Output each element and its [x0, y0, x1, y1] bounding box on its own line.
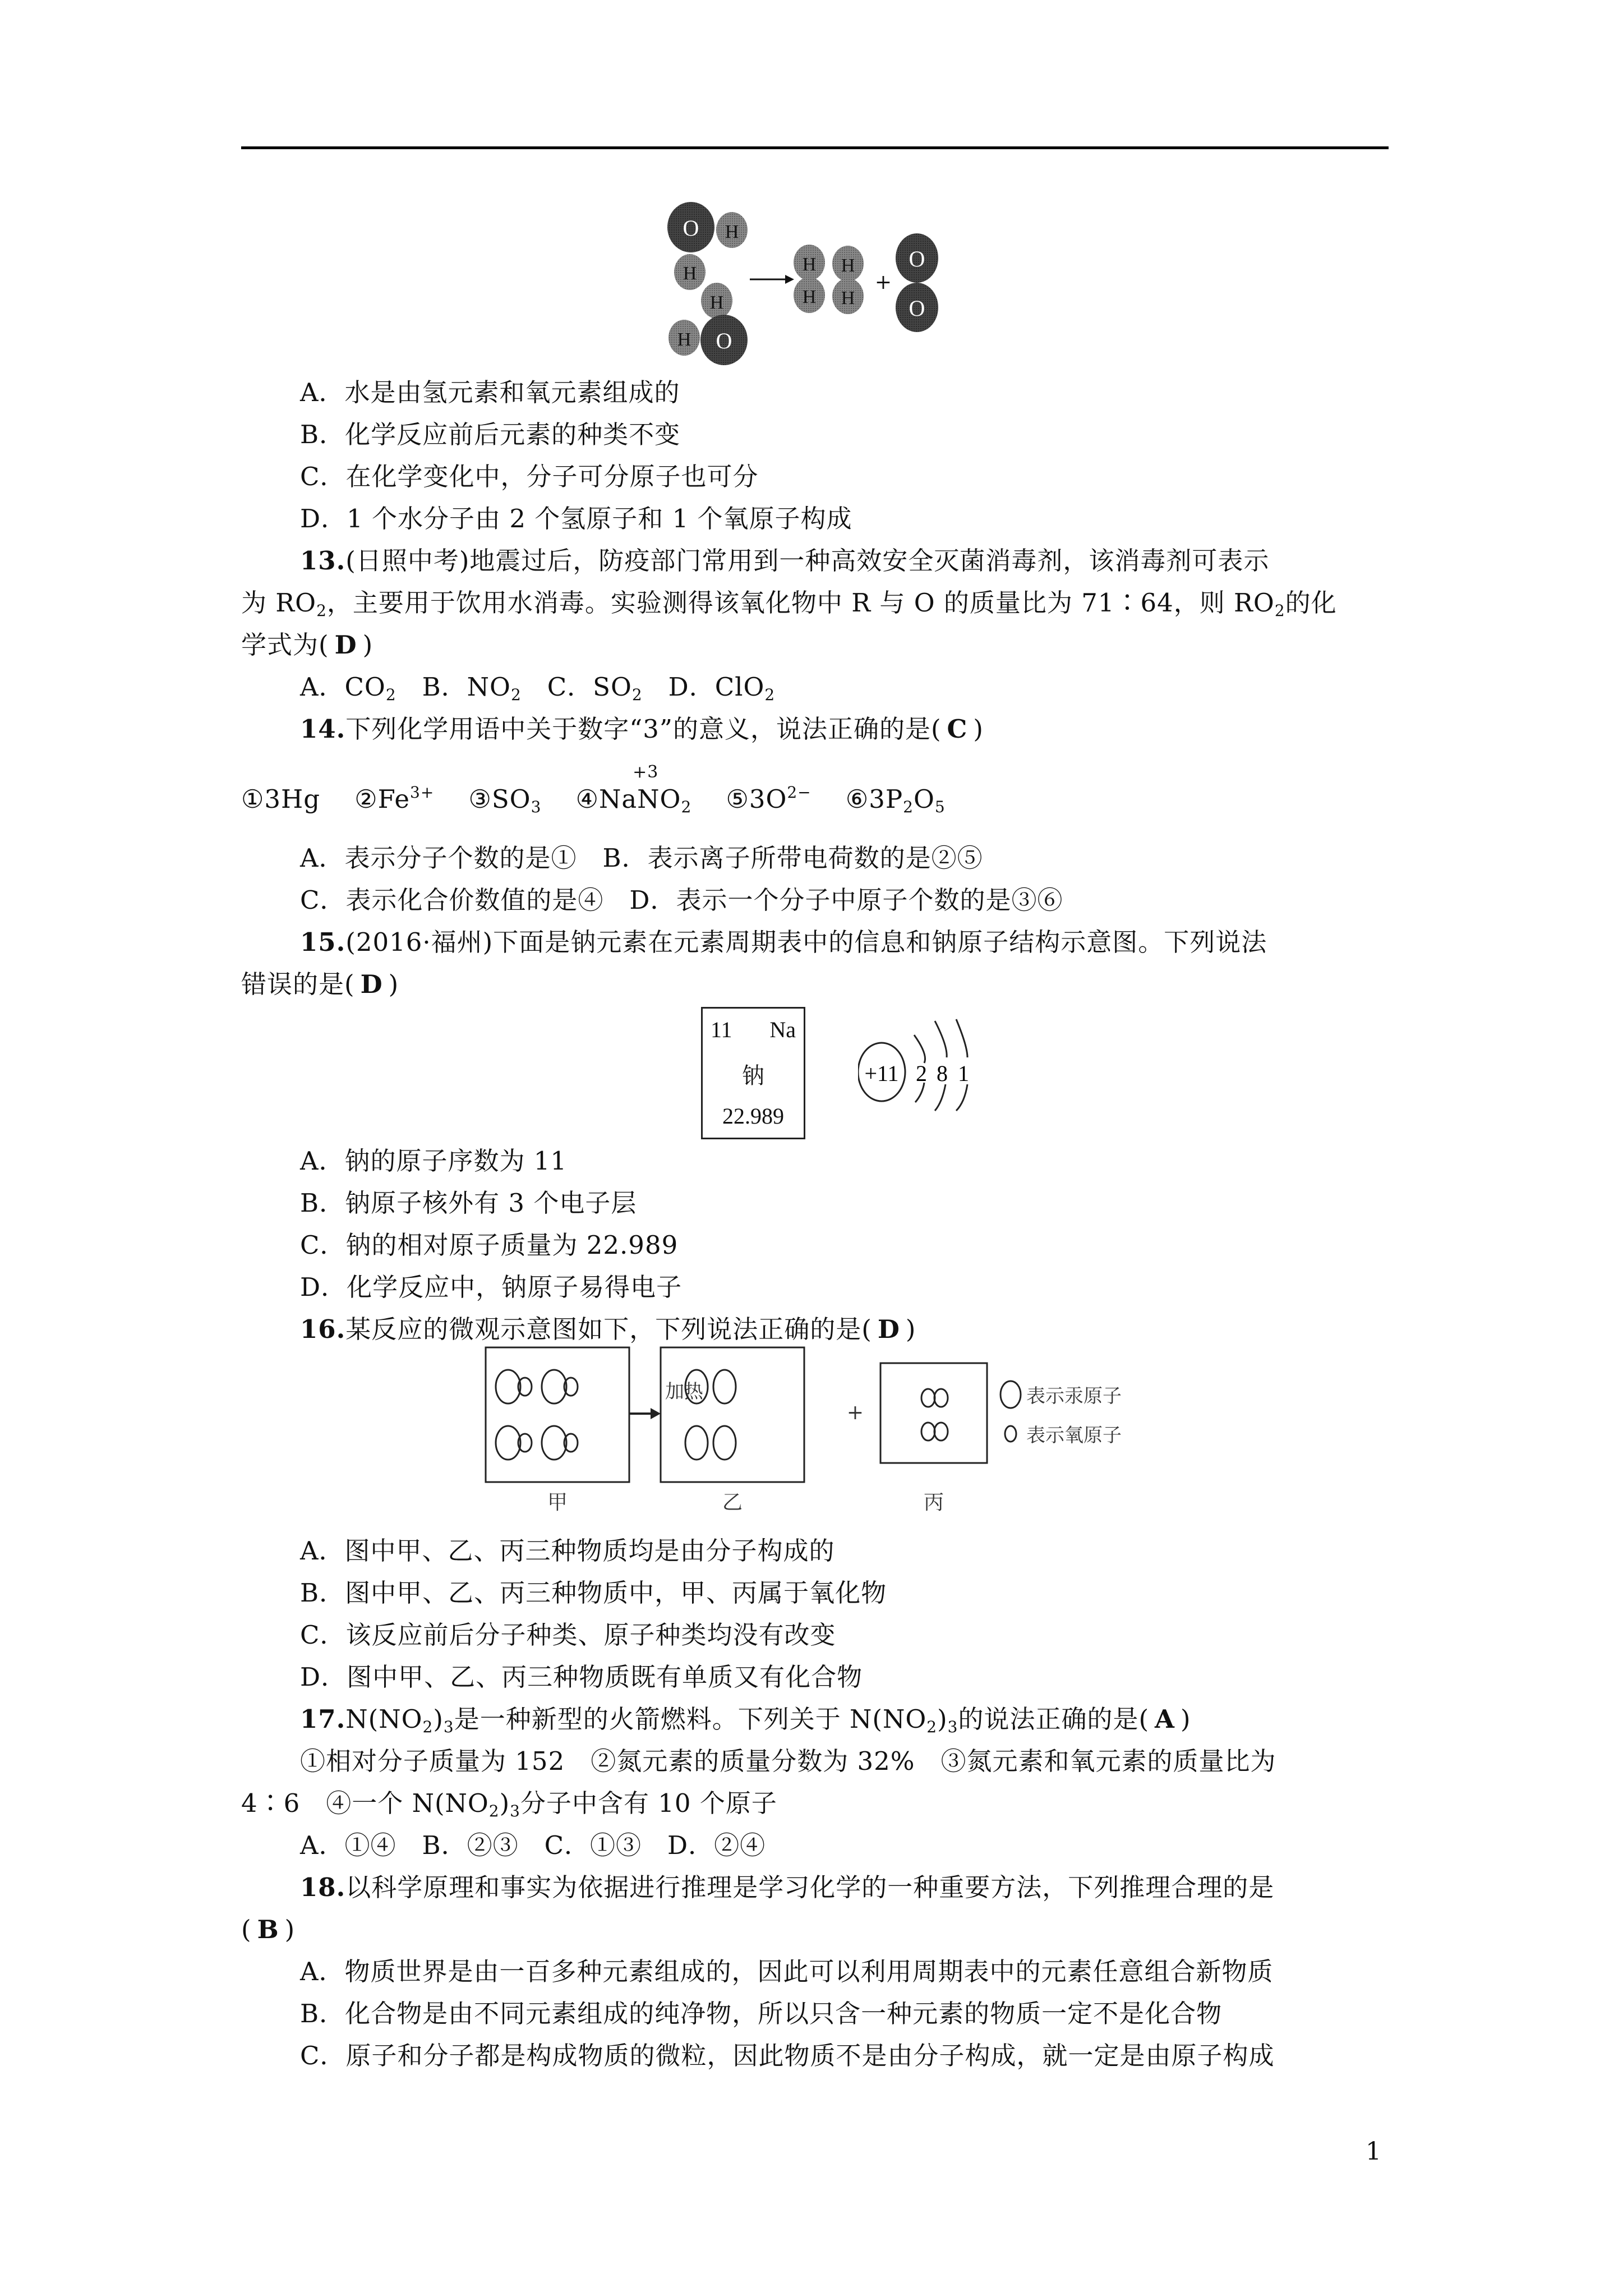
atomic-mass: 22.989	[722, 1103, 784, 1129]
reaction-arrow	[750, 275, 794, 284]
shell-arc	[956, 1019, 967, 1057]
q15-option-c: C．钠的相对原子质量为 22.989	[300, 1230, 679, 1260]
plus-sign: +	[846, 1401, 864, 1424]
shell-electrons: 1	[958, 1061, 969, 1086]
water-molecule-2	[668, 283, 748, 365]
q13-stem-line2: 为 $RO_2$，主要用于饮用水消毒。实验测得该氧化物中 R 与 O 的质量比为 71∶64，则 $RO_2$的化	[241, 588, 1337, 620]
atom-label: H	[709, 292, 724, 313]
atom-label: H	[725, 222, 739, 242]
q16-option-c: C．该反应前后分子种类、原子种类均没有改变	[300, 1620, 836, 1650]
sodium-atom-structure	[858, 1013, 1015, 1114]
plus-sign: +	[874, 271, 892, 294]
atom-label: H	[683, 263, 697, 284]
legend-mercury: 表示汞原子	[1026, 1385, 1122, 1407]
shell-arc	[956, 1084, 967, 1111]
question-number: 17.	[300, 1704, 346, 1734]
periodic-table-cell	[701, 1007, 805, 1139]
answer: B	[257, 1915, 279, 1944]
q18-stem: 18.以科学原理和事实为依据进行推理是学习化学的一种重要方法，下列推理合理的是	[300, 1872, 1275, 1902]
answer: D	[334, 630, 357, 660]
oxygen-atom-icon	[1005, 1426, 1016, 1442]
q16-option-a: A．图中甲、乙、丙三种物质均是由分子构成的	[300, 1536, 835, 1566]
question-number: 16.	[300, 1314, 346, 1344]
q12-option-d: D．1 个水分子由 2 个氢原子和 1 个氧原子构成	[300, 504, 852, 533]
q13-options: A．$CO_2$ B．$NO_2$ C．$SO_2$ D．ClO$_2$	[300, 672, 776, 704]
atom-label: H	[677, 329, 691, 350]
q12-option-a: A．水是由氢元素和氧元素组成的	[300, 378, 680, 407]
q14-symbols: ①3Hg $②Fe^{3+}$ $③SO_3$ ④Na +3 $NO_2$ $⑤3O^{2-}$ $⑥3P_2O_5$	[241, 783, 946, 816]
q13-stem-line1: 13.(日照中考)地震过后，防疫部门常用到一种高效安全灭菌消毒剂，该消毒剂可表示	[300, 546, 1270, 576]
q15-option-a: A．钠的原子序数为 11	[300, 1146, 568, 1176]
svg-text:O: O	[909, 246, 925, 272]
atomic-number: 11	[711, 1017, 732, 1042]
q17-stem: $17.N(NO_2)_3$是一种新型的火箭燃料。下列关于 $N(NO_2)_3$的说法正确的是( A )	[300, 1704, 1191, 1736]
element-symbol: Na	[769, 1017, 796, 1042]
box-yi	[661, 1347, 804, 1482]
q17-statements-line1: ①相对分子质量为 152 ②氮元素的质量分数为 32% ③氮元素和氧元素的质量比为	[300, 1746, 1276, 1776]
svg-text:O: O	[909, 296, 925, 321]
atom-label: O	[683, 215, 699, 241]
legend	[1000, 1381, 1122, 1447]
q16-stem: 16.某反应的微观示意图如下，下列说法正确的是( D )	[300, 1314, 916, 1344]
q18-option-b: B．化合物是由不同元素组成的纯净物，所以只含一种元素的物质一定不是化合物	[300, 1999, 1223, 2028]
answer: A	[1155, 1704, 1175, 1734]
element-name: 钠	[742, 1063, 764, 1088]
q16-option-b: B．图中甲、乙、丙三种物质中，甲、丙属于氧化物	[300, 1578, 887, 1608]
svg-text:H: H	[802, 254, 817, 275]
q18-option-c: C．原子和分子都是构成物质的微粒，因此物质不是由分子构成，就一定是由原子构成	[300, 2041, 1275, 2070]
question-number: 13.	[300, 546, 346, 576]
shell-electrons: 2	[916, 1061, 927, 1086]
water-molecule-1	[667, 202, 748, 290]
q16-option-d: D．图中甲、乙、丙三种物质既有单质又有化合物	[300, 1662, 863, 1692]
q17-statements-line2: 4∶6 ④一个 $N(NO_2)_3$分子中含有 10 个原子	[241, 1788, 777, 1820]
svg-text:H: H	[841, 255, 855, 276]
q14-options-line1: A．表示分子个数的是① B．表示离子所带电荷数的是②⑤	[300, 843, 983, 873]
hydrogen-molecules	[794, 245, 864, 314]
question-number: 18.	[300, 1872, 346, 1902]
q12-option-c: C．在化学变化中，分子可分原子也可分	[300, 462, 759, 491]
answer: D	[877, 1314, 900, 1344]
answer: D	[360, 969, 383, 999]
svg-text:H: H	[802, 287, 817, 307]
q15-stem-line2: 错误的是( D )	[241, 969, 399, 999]
nuclear-charge: +11	[864, 1061, 899, 1086]
water-decomposition-diagram	[662, 191, 1021, 370]
q17-options: A．①④ B．②③ C．①③ D．②④	[300, 1830, 766, 1860]
box-bing	[880, 1363, 987, 1463]
q14-stem: 14.下列化学用语中关于数字“3”的意义，说法正确的是( C )	[300, 714, 984, 744]
q13-stem-line3: 学式为( D )	[241, 630, 374, 660]
shell-electrons: 8	[937, 1061, 948, 1086]
legend-oxygen: 表示氧原子	[1026, 1424, 1122, 1447]
atom-label: O	[716, 328, 732, 353]
oxygen-molecule	[896, 233, 938, 332]
shell-arc	[935, 1021, 947, 1057]
heat-label: 加热	[665, 1381, 703, 1403]
q18-option-a: A．物质世界是由一百多种元素组成的，因此可以利用周期表中的元素任意组合新物质	[300, 1957, 1274, 1986]
q15-stem-line1: 15.(2016·福州)下面是钠元素在元素周期表中的信息和钠原子结构示意图。下列说法	[300, 927, 1267, 957]
shell-arc	[914, 1035, 925, 1063]
q18-answer-line: ( B )	[241, 1915, 296, 1944]
question-number: 14.	[300, 714, 346, 744]
valence-mark: +3	[633, 762, 659, 782]
box-jia	[486, 1347, 629, 1482]
reaction-micro-diagram	[482, 1346, 1267, 1531]
arrow-head	[651, 1408, 661, 1419]
mercury-atom-icon	[1000, 1381, 1021, 1408]
q14-options-line2: C．表示化合价数值的是④ D．表示一个分子中原子个数的是③⑥	[300, 885, 1063, 915]
shell-arc	[935, 1084, 946, 1111]
page-number: 1	[1366, 2137, 1381, 2166]
question-number: 15.	[300, 927, 346, 957]
q15-option-b: B．钠原子核外有 3 个电子层	[300, 1188, 637, 1218]
label-jia: 甲	[547, 1491, 568, 1514]
label-bing: 丙	[923, 1491, 944, 1514]
answer: C	[947, 714, 968, 744]
label-yi: 乙	[722, 1491, 743, 1514]
q15-option-d: D．化学反应中，钠原子易得电子	[300, 1272, 683, 1302]
svg-text:H: H	[841, 288, 855, 309]
header-rule	[241, 146, 1389, 149]
q12-option-b: B．化学反应前后元素的种类不变	[300, 420, 681, 449]
